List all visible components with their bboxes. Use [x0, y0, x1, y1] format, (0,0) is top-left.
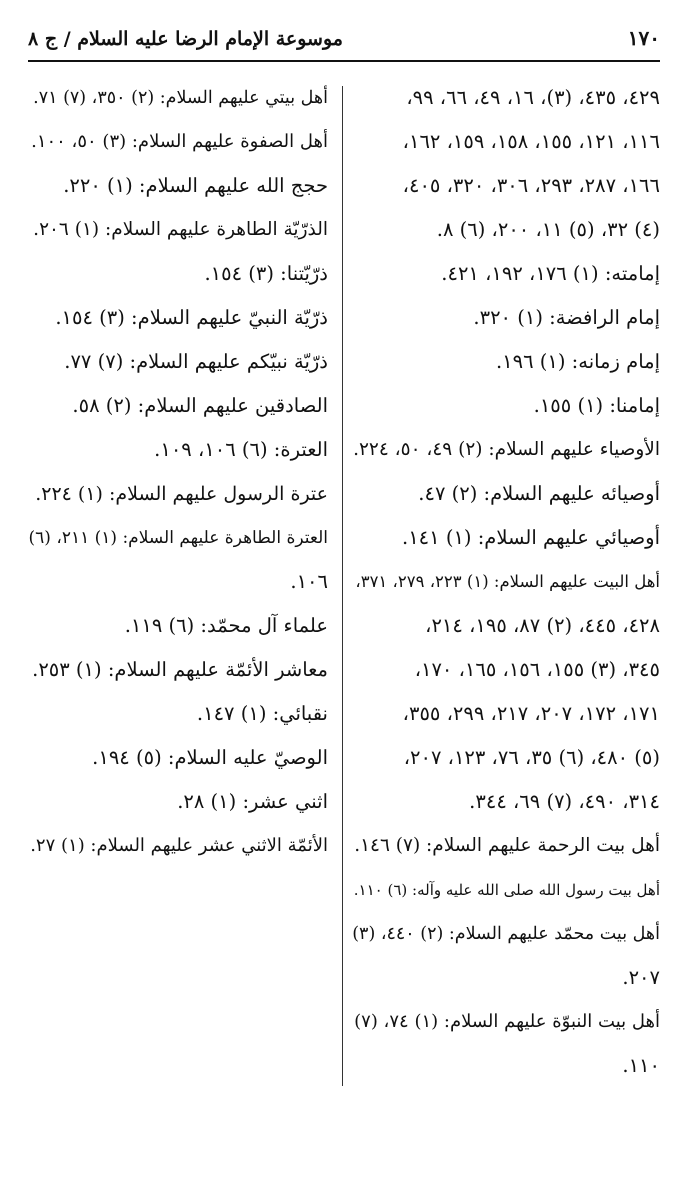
index-line: (٤) ٣٢، (٥) ١١، ٢٠٠، (٦) ٨. [436, 218, 660, 241]
left-column [28, 76, 328, 1086]
index-line: ذرّيّة النبيّ عليهم السلام: (٣) ١٥٤. [55, 306, 328, 329]
index-line: العترة الطاهرة عليهم السلام: (١) ٢١١، (٦) [28, 528, 328, 548]
index-line: أوصيائه عليهم السلام: (٢) ٤٧. [418, 482, 660, 505]
index-line: أهل بيت الرحمة عليهم السلام: (٧) ١٤٦. [354, 835, 660, 856]
index-line: الأوصياء عليهم السلام: (٢) ٤٩، ٥٠، ٢٢٤. [353, 439, 660, 460]
index-line: أهل بيت رسول الله صلى الله عليه وآله: (٦) ١١٠. [353, 881, 660, 899]
index-line: (٥) ٤٨٠، (٦) ٣٥، ٧٦، ١٢٣، ٢٠٧، [403, 746, 660, 769]
header-rule [28, 60, 660, 62]
index-line: أهل البيت عليهم السلام: (١) ٢٢٣، ٢٧٩، ٣٧١، [355, 572, 660, 591]
index-line: ٣٤٥، (٣) ١٥٥، ١٥٦، ١٦٥، ١٧٠، [414, 658, 660, 681]
index-line: ١٠٦. [290, 570, 328, 593]
index-line: أهل بيتي عليهم السلام: (٢) ٣٥٠، (٧) ٧١. [33, 88, 328, 108]
index-line: إمام زمانه: (١) ١٩٦. [495, 350, 660, 373]
index-line: ٤٢٨، ٤٤٥، (٢) ٨٧، ١٩٥، ٢١٤، [425, 614, 660, 637]
index-line: حجج الله عليهم السلام: (١) ٢٢٠. [63, 174, 328, 197]
index-line: أهل بيت النبوّة عليهم السلام: (١) ٧٤، (٧) [354, 1011, 660, 1032]
index-line: الصادقين عليهم السلام: (٢) ٥٨. [72, 394, 328, 417]
index-line: الأئمّة الاثني عشر عليهم السلام: (١) ٢٧. [30, 835, 328, 856]
index-line: عترة الرسول عليهم السلام: (١) ٢٢٤. [35, 483, 328, 505]
index-line: ١٧١، ١٧٢، ٢٠٧، ٢١٧، ٢٩٩، ٣٥٥، [402, 702, 660, 725]
column-divider [342, 86, 343, 1086]
index-line: ذرّيّة نبيّكم عليهم السلام: (٧) ٧٧. [64, 350, 328, 373]
index-line: إمامته: (١) ١٧٦، ١٩٢، ٤٢١. [441, 262, 660, 285]
index-line: ذرّيّتنا: (٣) ١٥٤. [204, 262, 328, 285]
index-line: الوصيّ عليه السلام: (٥) ١٩٤. [92, 746, 328, 769]
index-line: العترة: (٦) ١٠٦، ١٠٩. [154, 438, 328, 461]
index-line: إمامنا: (١) ١٥٥. [533, 394, 660, 417]
index-line: إمام الرافضة: (١) ٣٢٠. [473, 306, 660, 329]
page-header [28, 26, 660, 62]
index-line: أهل بيت محمّد عليهم السلام: (٢) ٤٤٠، (٣) [352, 924, 660, 944]
index-line: أهل الصفوة عليهم السلام: (٣) ٥٠، ١٠٠. [31, 131, 328, 152]
index-line: ٣١٤، ٤٩٠، (٧) ٦٩، ٣٤٤. [469, 790, 660, 813]
index-columns [28, 76, 660, 1086]
index-line: ١٦٦، ٢٨٧، ٢٩٣، ٣٠٦، ٣٢٠، ٤٠٥، [402, 174, 660, 197]
index-line: ١١٦، ١٢١، ١٥٥، ١٥٨، ١٥٩، ١٦٢، [402, 130, 660, 153]
index-line: ١١٠. [622, 1054, 660, 1077]
running-title: موسوعة الإمام الرضا عليه السلام / ج ٨ [28, 28, 343, 50]
index-line: علماء آل محمّد: (٦) ١١٩. [124, 614, 328, 637]
index-line: معاشر الأئمّة عليهم السلام: (١) ٢٥٣. [32, 658, 328, 681]
right-column [350, 76, 660, 1086]
index-line: اثني عشر: (١) ٢٨. [177, 790, 328, 813]
index-line: نقبائي: (١) ١٤٧. [196, 702, 328, 725]
page-number: ١٧٠ [627, 26, 660, 50]
index-line: ٢٠٧. [622, 966, 660, 989]
index-line: ٤٢٩، ٤٣٥، (٣)، ١٦، ٤٩، ٦٦، ٩٩، [406, 86, 660, 109]
index-line: أوصيائي عليهم السلام: (١) ١٤١. [402, 526, 660, 549]
index-line: الذرّيّة الطاهرة عليهم السلام: (١) ٢٠٦. [33, 219, 328, 240]
